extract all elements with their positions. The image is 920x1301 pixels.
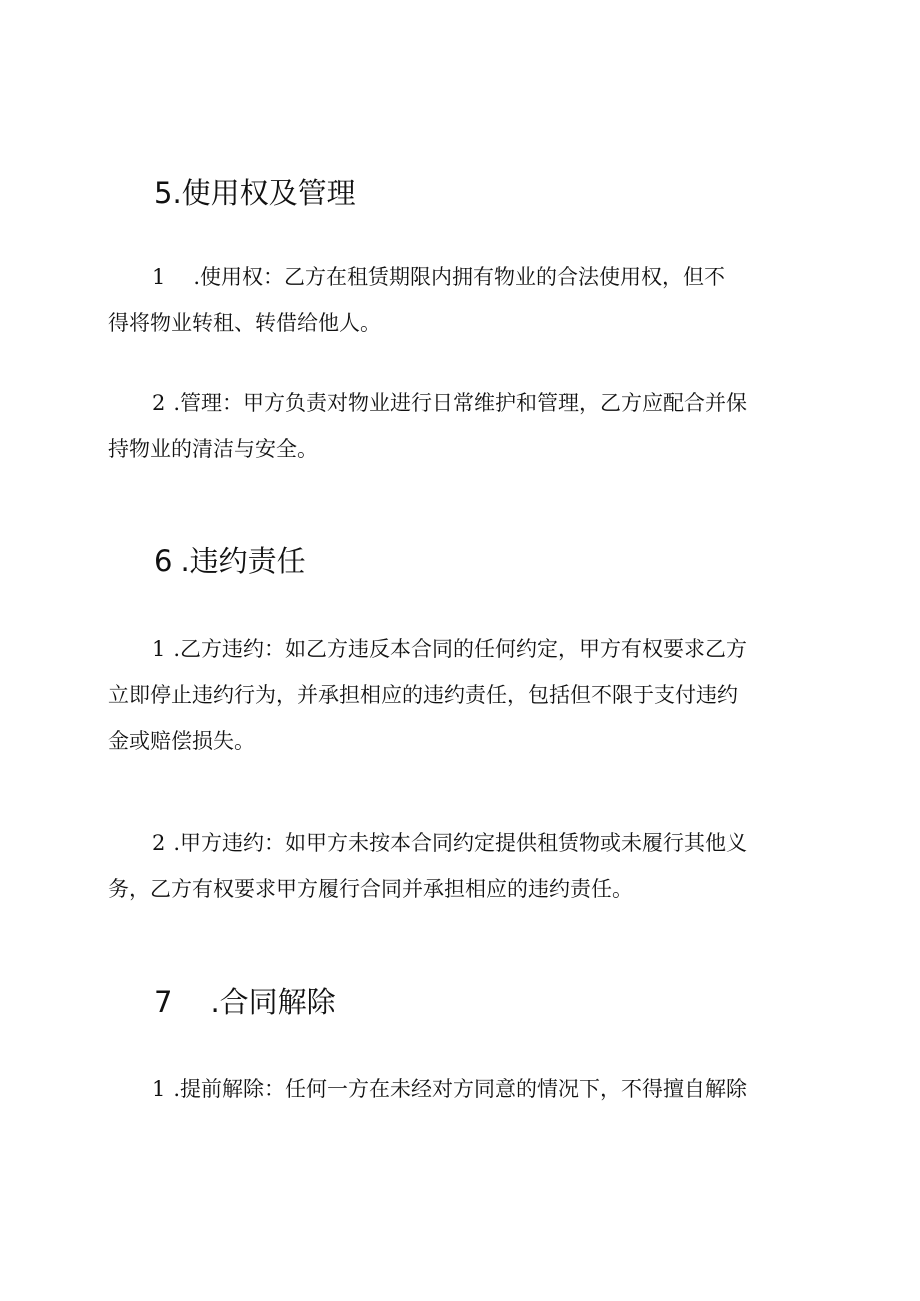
clause-number: 1 — [152, 1077, 166, 1101]
clause-text: .使用权：乙方在租赁期限内拥有物业的合法使用权，但不 — [193, 265, 726, 289]
section-title: .使用权及管理 — [172, 176, 356, 210]
clause-line: 得将物业转租、转借给他人。 — [108, 311, 381, 335]
clause-line — [108, 254, 808, 300]
clause-line — [108, 626, 808, 672]
clause-line — [108, 1066, 808, 1112]
clause-line — [108, 380, 808, 426]
section-number: 7 — [154, 985, 173, 1019]
clause-text: .管理：甲方负责对物业进行日常维护和管理，乙方应配合并保 — [173, 391, 748, 415]
section-title: .违约责任 — [180, 544, 306, 578]
clause-number: 2 — [152, 391, 166, 415]
section-heading-7 — [154, 985, 336, 1019]
clause-line: 务，乙方有权要求甲方履行合同并承担相应的违约责任。 — [108, 877, 633, 901]
clause-number: 1 — [152, 265, 166, 289]
clause-7-1 — [108, 1066, 808, 1112]
clause-text: .提前解除：任何一方在未经对方同意的情况下，不得擅自解除 — [173, 1077, 748, 1101]
section-title: .合同解除 — [210, 985, 336, 1019]
clause-number: 2 — [152, 831, 166, 855]
section-number: 5 — [154, 176, 173, 210]
section-heading-5 — [154, 176, 356, 210]
clause-line — [108, 820, 808, 866]
section-heading-6 — [154, 544, 306, 578]
clause-line: 持物业的清洁与安全。 — [108, 437, 318, 461]
clause-line: 金或赔偿损失。 — [108, 729, 255, 753]
clause-number: 1 — [152, 637, 166, 661]
clause-line: 立即停止违约行为，并承担相应的违约责任，包括但不限于支付违约 — [108, 683, 738, 707]
clause-5-1 — [108, 254, 808, 346]
clause-5-2 — [108, 380, 808, 472]
clause-text: .乙方违约：如乙方违反本合同的任何约定，甲方有权要求乙方 — [173, 637, 748, 661]
section-number: 6 — [154, 544, 173, 578]
clause-text: .甲方违约：如甲方未按本合同约定提供租赁物或未履行其他义 — [173, 831, 748, 855]
clause-6-1 — [108, 626, 808, 764]
clause-6-2 — [108, 820, 808, 912]
